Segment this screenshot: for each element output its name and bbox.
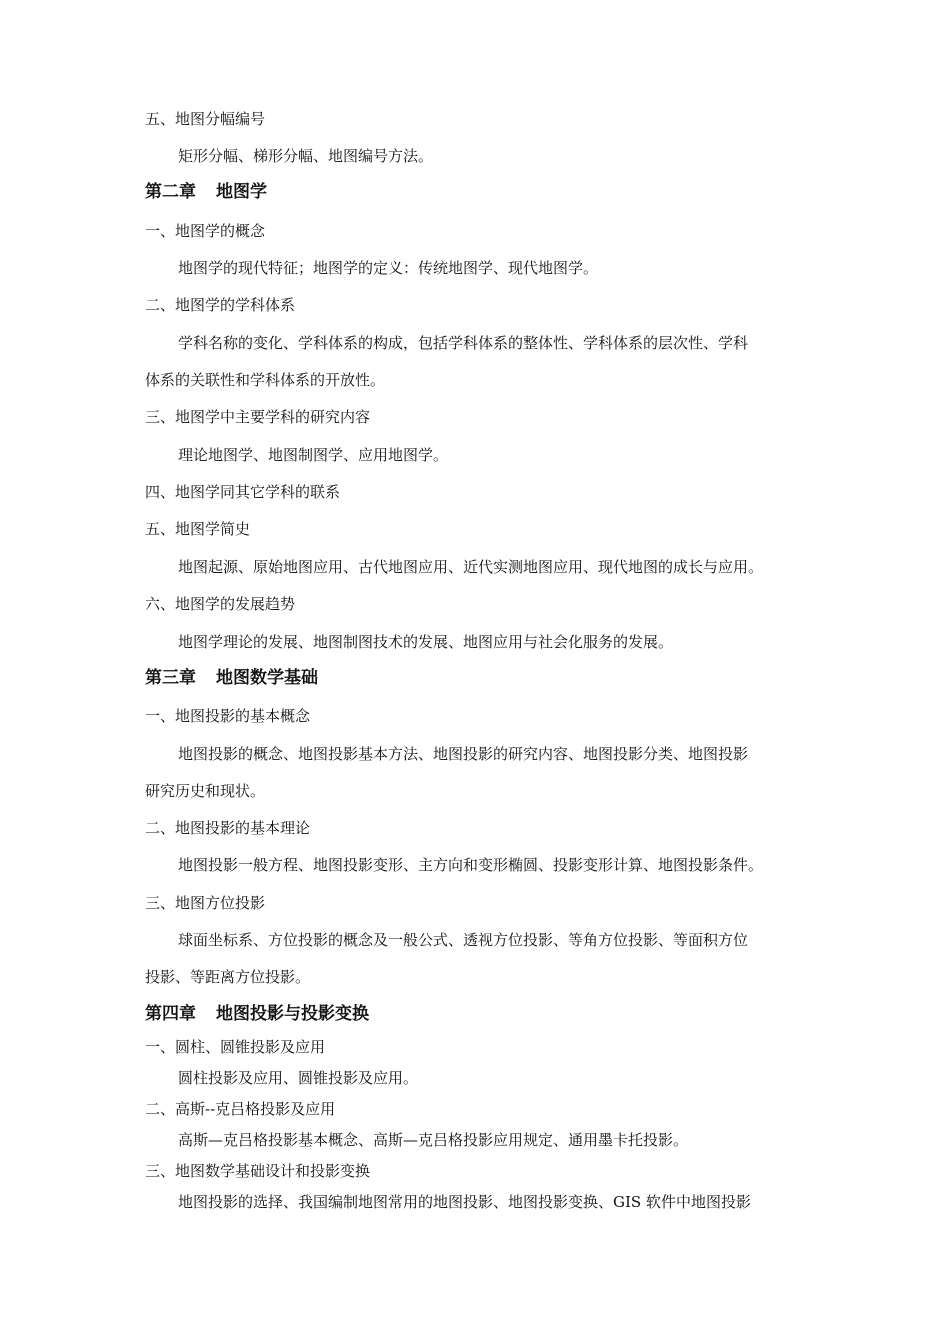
section-body: 地图学的现代特征；地图学的定义：传统地图学、现代地图学。 xyxy=(178,259,599,277)
section-heading: 二、高斯--克吕格投影及应用 xyxy=(145,1100,336,1118)
chapter-heading xyxy=(145,666,950,690)
chapter-heading xyxy=(145,180,950,204)
section-body-continued: 体系的关联性和学科体系的开放性。 xyxy=(145,371,386,389)
section-body-continued: 投影、等距离方位投影。 xyxy=(145,968,311,986)
chapter-number: 第二章 xyxy=(145,182,196,202)
section-body: 地图投影的选择、我国编制地图常用的地图投影、地图投影变换、GIS 软件中地图投影 xyxy=(178,1193,751,1211)
section-body: 理论地图学、地图制图学、应用地图学。 xyxy=(178,446,449,464)
section-body: 地图起源、原始地图应用、古代地图应用、近代实测地图应用、现代地图的成长与应用。 xyxy=(178,558,764,576)
section-body: 圆柱投影及应用、圆锥投影及应用。 xyxy=(178,1069,419,1087)
section-heading: 五、地图分幅编号 xyxy=(145,110,266,128)
chapter-heading xyxy=(145,1002,950,1026)
section-heading: 四、地图学同其它学科的联系 xyxy=(145,483,341,501)
section-heading: 三、地图学中主要学科的研究内容 xyxy=(145,408,371,426)
chapter-number: 第四章 xyxy=(145,1004,196,1024)
section-body-continued: 研究历史和现状。 xyxy=(145,782,266,800)
section-body: 矩形分幅、梯形分幅、地图编号方法。 xyxy=(178,147,434,165)
section-heading: 二、地图投影的基本理论 xyxy=(145,819,311,837)
section-body: 地图投影的概念、地图投影基本方法、地图投影的研究内容、地图投影分类、地图投影 xyxy=(178,745,749,763)
section-body: 学科名称的变化、学科体系的构成，包括学科体系的整体性、学科体系的层次性、学科 xyxy=(178,334,749,352)
section-heading: 一、圆柱、圆锥投影及应用 xyxy=(145,1038,326,1056)
section-heading: 三、地图方位投影 xyxy=(145,894,266,912)
chapter-title: 地图数学基础 xyxy=(216,668,318,688)
chapter-title: 地图投影与投影变换 xyxy=(216,1004,369,1024)
section-heading: 二、地图学的学科体系 xyxy=(145,296,296,314)
section-heading: 一、地图投影的基本概念 xyxy=(145,707,311,725)
section-heading: 三、地图数学基础设计和投影变换 xyxy=(145,1162,371,1180)
section-heading: 一、地图学的概念 xyxy=(145,222,266,240)
section-body: 球面坐标系、方位投影的概念及一般公式、透视方位投影、等角方位投影、等面积方位 xyxy=(178,931,749,949)
chapter-number: 第三章 xyxy=(145,668,196,688)
section-body: 地图学理论的发展、地图制图技术的发展、地图应用与社会化服务的发展。 xyxy=(178,633,674,651)
section-body: 高斯—克吕格投影基本概念、高斯—克吕格投影应用规定、通用墨卡托投影。 xyxy=(178,1131,689,1149)
section-body: 地图投影一般方程、地图投影变形、主方向和变形椭圆、投影变形计算、地图投影条件。 xyxy=(178,856,764,874)
chapter-title: 地图学 xyxy=(216,182,267,202)
section-heading: 六、地图学的发展趋势 xyxy=(145,595,296,613)
section-heading: 五、地图学简史 xyxy=(145,520,251,538)
